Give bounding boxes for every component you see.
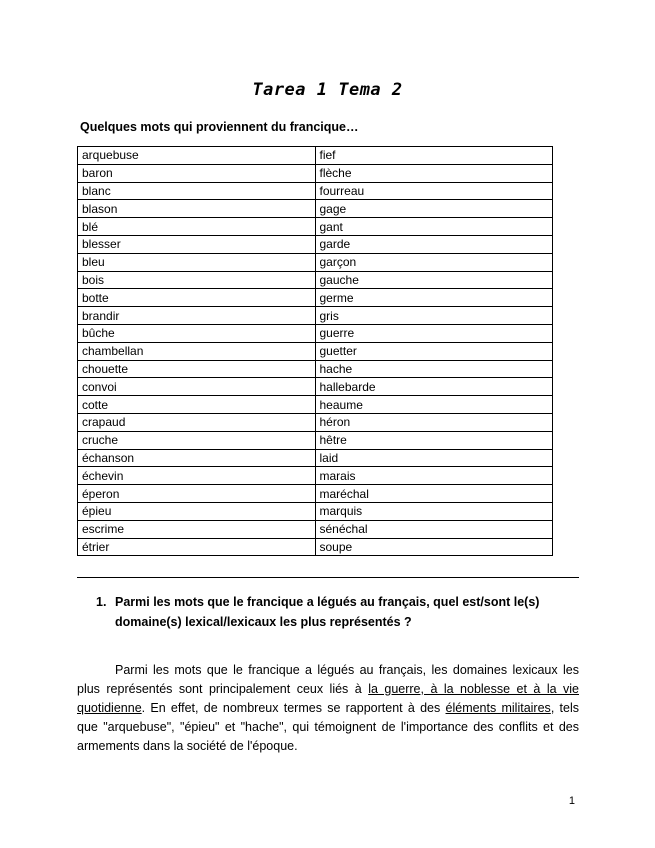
table-row xyxy=(78,253,553,271)
table-row xyxy=(78,485,553,503)
word-cell-left: bleu xyxy=(78,253,316,271)
table-row xyxy=(78,449,553,467)
answer-text-part3: , tels que "arquebuse", "épieu" et "hache", qui témoignent de l'importance des conflits et des armements dans la société de l'époque. xyxy=(77,700,579,753)
table-row xyxy=(78,271,553,289)
word-cell-left: cruche xyxy=(78,431,316,449)
word-cell-left: chouette xyxy=(78,360,316,378)
word-cell-left: blanc xyxy=(78,182,316,200)
words-table xyxy=(77,146,553,556)
word-cell-right: hache xyxy=(315,360,553,378)
question-1 xyxy=(96,592,579,632)
word-cell-left: blason xyxy=(78,200,316,218)
word-cell-left: bûche xyxy=(78,324,316,342)
table-row xyxy=(78,342,553,360)
word-cell-right: maréchal xyxy=(315,485,553,503)
answer-text-part2: . En effet, de nombreux termes se rapportent à des xyxy=(141,700,446,715)
word-cell-right: flèche xyxy=(315,164,553,182)
word-cell-left: étrier xyxy=(78,538,316,556)
word-cell-right: heaume xyxy=(315,396,553,414)
table-row xyxy=(78,502,553,520)
word-cell-right: hêtre xyxy=(315,431,553,449)
table-row xyxy=(78,520,553,538)
table-row xyxy=(78,218,553,236)
answer-underline-domains: la guerre, à la noblesse et à la vie quotidienne xyxy=(77,681,579,715)
table-row xyxy=(78,182,553,200)
word-cell-right: gage xyxy=(315,200,553,218)
word-cell-right: guerre xyxy=(315,324,553,342)
table-row xyxy=(78,235,553,253)
word-cell-right: gant xyxy=(315,218,553,236)
word-cell-right: marais xyxy=(315,467,553,485)
word-cell-left: bois xyxy=(78,271,316,289)
word-cell-left: épieu xyxy=(78,502,316,520)
words-table-body xyxy=(78,147,553,556)
word-cell-right: germe xyxy=(315,289,553,307)
table-row xyxy=(78,289,553,307)
table-row xyxy=(78,360,553,378)
word-cell-left: blé xyxy=(78,218,316,236)
table-row xyxy=(78,307,553,325)
word-cell-right: soupe xyxy=(315,538,553,556)
answer-underline-military: éléments militaires xyxy=(445,700,551,715)
word-cell-right: gris xyxy=(315,307,553,325)
table-row xyxy=(78,396,553,414)
word-cell-right: marquis xyxy=(315,502,553,520)
word-cell-right: fief xyxy=(315,147,553,165)
word-cell-left: éperon xyxy=(78,485,316,503)
word-cell-right: garçon xyxy=(315,253,553,271)
table-row xyxy=(78,200,553,218)
table-row xyxy=(78,431,553,449)
word-cell-right: hallebarde xyxy=(315,378,553,396)
word-cell-right: fourreau xyxy=(315,182,553,200)
word-cell-right: gauche xyxy=(315,271,553,289)
page-number: 1 xyxy=(568,795,575,807)
question-number: 1. xyxy=(96,595,107,609)
word-cell-right: héron xyxy=(315,413,553,431)
word-cell-left: chambellan xyxy=(78,342,316,360)
table-row xyxy=(78,147,553,165)
word-cell-left: brandir xyxy=(78,307,316,325)
word-cell-left: échevin xyxy=(78,467,316,485)
word-cell-right: guetter xyxy=(315,342,553,360)
word-cell-left: convoi xyxy=(78,378,316,396)
word-cell-right: laid xyxy=(315,449,553,467)
word-cell-left: baron xyxy=(78,164,316,182)
page-title: Tarea 1 Tema 2 xyxy=(252,80,403,100)
word-cell-left: botte xyxy=(78,289,316,307)
section-subtitle: Quelques mots qui proviennent du francique… xyxy=(80,120,359,134)
table-row xyxy=(78,324,553,342)
table-row xyxy=(78,164,553,182)
word-cell-right: garde xyxy=(315,235,553,253)
word-cell-right: sénéchal xyxy=(315,520,553,538)
word-cell-left: échanson xyxy=(78,449,316,467)
table-row xyxy=(78,413,553,431)
table-row xyxy=(78,538,553,556)
word-cell-left: cotte xyxy=(78,396,316,414)
word-cell-left: blesser xyxy=(78,235,316,253)
table-row xyxy=(78,467,553,485)
question-text: Parmi les mots que le francique a légués au français, quel est/sont le(s) domaine(s) lexical/lexicaux les plus représentés ? xyxy=(115,595,540,629)
word-cell-left: crapaud xyxy=(78,413,316,431)
table-row xyxy=(78,378,553,396)
word-cell-left: arquebuse xyxy=(78,147,316,165)
answer-paragraph xyxy=(77,661,579,756)
section-divider xyxy=(77,577,579,578)
answer-text-part1: Parmi les mots que le francique a légués au français, les domaines lexicaux les plus représentés sont principalement ceux liés à xyxy=(77,662,579,696)
word-cell-left: escrime xyxy=(78,520,316,538)
